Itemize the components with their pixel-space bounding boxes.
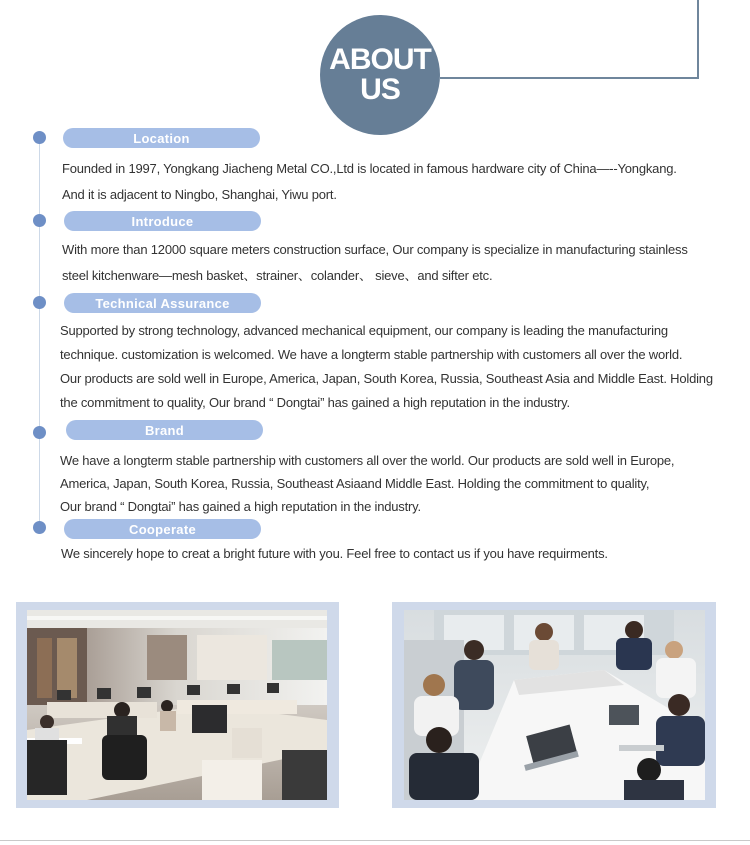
text-line: Our brand “ Dongtai” has gained a high reputation in the industry. xyxy=(60,499,421,514)
decor-line-vertical xyxy=(697,0,699,79)
text-line: With more than 12000 square meters construction surface, Our company is specialize in manufacturing stainless xyxy=(62,242,688,257)
meeting-photo-illustration xyxy=(404,610,705,800)
timeline-dot-location xyxy=(33,131,46,144)
text-line: technique. customization is welcomed. We have a longterm stable partnership with customers all over the world. xyxy=(60,347,683,362)
section-text-cooperate xyxy=(61,545,608,563)
about-title-line1: ABOUT xyxy=(329,43,431,76)
text-line: the commitment to quality, Our brand “ Dongtai” has gained a high reputation in the industry. xyxy=(60,395,570,410)
section-text-brand xyxy=(60,449,674,518)
text-line: We sincerely hope to creat a bright future with you. Feel free to contact us if you have requirments. xyxy=(61,546,608,561)
text-line: America, Japan, South Korea, Russia, Southeast Asiaand Middle East. Holding the commitment to quality, xyxy=(60,476,650,491)
timeline-dot-technical xyxy=(33,296,46,309)
section-text-technical xyxy=(60,319,713,415)
section-label-cooperate: Cooperate xyxy=(64,519,261,539)
section-label-location: Location xyxy=(63,128,260,148)
office-photo xyxy=(27,610,327,800)
section-text-location xyxy=(62,156,677,208)
timeline-dot-introduce xyxy=(33,214,46,227)
text-line: We have a longterm stable partnership with customers all over the world. Our products are sold well in Europe, xyxy=(60,453,675,468)
text-line: steel kitchenware—mesh basket、strainer、colander、 sieve、and sifter etc. xyxy=(62,268,493,283)
office-photo-illustration xyxy=(27,610,327,800)
meeting-photo xyxy=(404,610,705,800)
text-line: Our products are sold well in Europe, America, Japan, South Korea, Russia, Southeast Asia and Middle East. Holding xyxy=(60,371,713,386)
section-label-technical: Technical Assurance xyxy=(64,293,261,313)
section-text-introduce xyxy=(62,237,688,289)
section-label-introduce: Introduce xyxy=(64,211,261,231)
text-line: Supported by strong technology, advanced mechanical equipment, our company is leading the manufacturing xyxy=(60,323,668,338)
decor-line-horizontal xyxy=(440,77,699,79)
text-line: And it is adjacent to Ningbo, Shanghai, Yiwu port. xyxy=(62,187,337,202)
about-title-line2: US xyxy=(360,73,400,106)
text-line: Founded in 1997, Yongkang Jiacheng Metal CO.,Ltd is located in famous hardware city of China—--Yongkang. xyxy=(62,161,677,176)
timeline-dot-brand xyxy=(33,426,46,439)
section-label-brand: Brand xyxy=(66,420,263,440)
about-us-badge xyxy=(320,15,440,135)
bottom-divider xyxy=(0,840,750,841)
timeline-dot-cooperate xyxy=(33,521,46,534)
timeline-line xyxy=(39,140,40,528)
